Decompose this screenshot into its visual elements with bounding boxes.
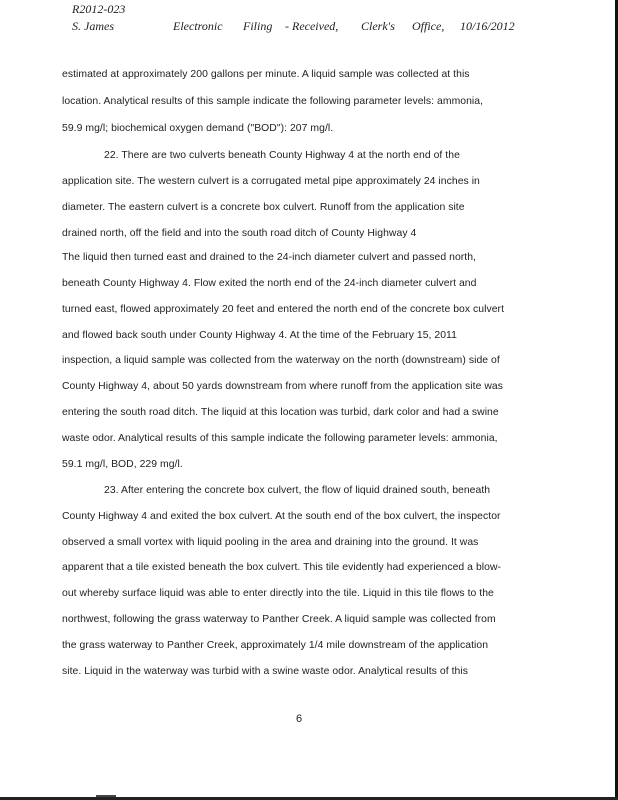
body-line-4: 22. There are two culverts beneath County Highway 4 at the north end of the [104,150,460,161]
header-doc-id: R2012-023 [72,2,126,16]
body-line-24: site. Liquid in the waterway was turbid with a swine waste odor. Analytical results of this [62,666,468,677]
header-word-received: - Received, [285,19,339,33]
header-date: 10/16/2012 [460,19,515,33]
body-line-7: drained north, off the field and into the south road ditch of County Highway 4 [62,228,417,239]
body-line-21: out whereby surface liquid was able to enter directly into the tile. Liquid in this tile flows to the [62,588,494,599]
body-line-3: 59.9 mg/l; biochemical oxygen demand ("BOD"): 207 mg/l. [62,123,334,134]
body-line-1: estimated at approximately 200 gallons per minute. A liquid sample was collected at this [62,69,470,80]
body-line-5: application site. The western culvert is a corrugated metal pipe approximately 24 inches in [62,176,480,187]
body-line-13: County Highway 4, about 50 yards downstream from where runoff from the application site was [62,381,503,392]
body-line-22: northwest, following the grass waterway to Panther Creek. A liquid sample was collected from [62,614,496,625]
body-line-16: 59.1 mg/l, BOD, 229 mg/l. [62,459,183,470]
body-line-23: the grass waterway to Panther Creek, approximately 1/4 mile downstream of the application [62,640,489,651]
body-line-19: observed a small vortex with liquid pooling in the area and draining into the ground. It was [62,537,479,548]
header-word-office: Office, [412,19,445,33]
body-line-17: 23. After entering the concrete box culvert, the flow of liquid drained south, beneath [104,485,491,496]
header-word-filing: Filing [243,19,273,33]
header-word-clerks: Clerk's [361,19,395,33]
header-name: S. James [72,19,114,33]
body-line-6: diameter. The eastern culvert is a concrete box culvert. Runoff from the application site [62,202,465,213]
body-line-11: and flowed back south under County Highway 4. At the time of the February 15, 2011 [62,330,457,341]
body-line-2: location. Analytical results of this sample indicate the following parameter levels: ammonia, [62,96,484,107]
body-line-9: beneath County Highway 4. Flow exited the north end of the 24-inch diameter culvert and [62,278,477,289]
header-word-electronic: Electronic [173,19,223,33]
body-line-14: entering the south road ditch. The liquid at this location was turbid, dark color and had a swine [62,407,499,418]
body-line-20: apparent that a tile existed beneath the box culvert. This tile evidently had experienced a blow- [62,562,502,573]
body-line-10: turned east, flowed approximately 20 feet and entered the north end of the concrete box culvert [62,304,505,315]
scan-speck [96,795,116,797]
page-number: 6 [296,713,303,725]
body-line-18: County Highway 4 and exited the box culvert. At the south end of the box culvert, the inspector [62,511,501,522]
body-line-12: inspection, a liquid sample was collected from the waterway on the north (downstream) side of [62,355,500,366]
body-line-15: waste odor. Analytical results of this sample indicate the following parameter levels: ammonia, [62,433,498,444]
body-line-8: The liquid then turned east and drained to the 24-inch diameter culvert and passed north, [62,252,476,263]
